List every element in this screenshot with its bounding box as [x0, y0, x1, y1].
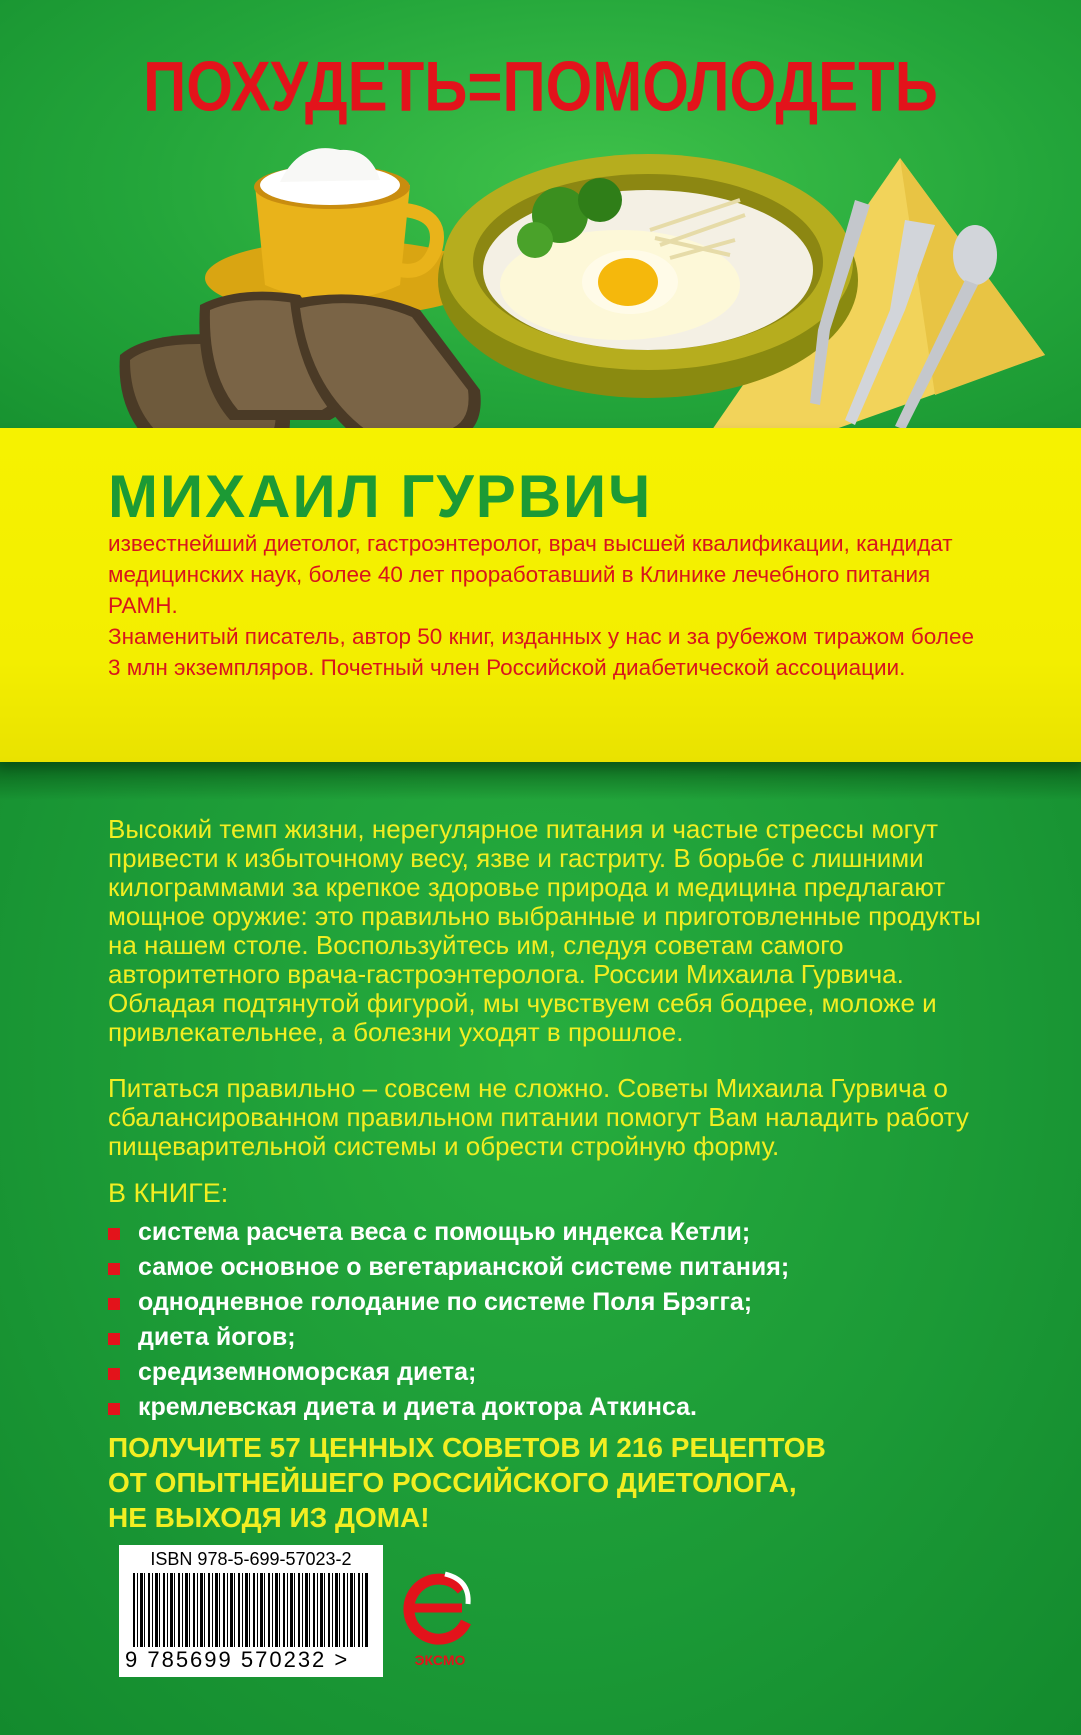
list-item-text: система расчета веса с помощью индекса Кетли;: [138, 1218, 751, 1246]
bullet-icon: [108, 1263, 120, 1275]
list-item-text: средиземноморская диета;: [138, 1358, 477, 1386]
bullet-icon: [108, 1368, 120, 1380]
promo-line: НЕ ВЫХОДЯ ИЗ ДОМА!: [108, 1502, 430, 1533]
bullet-icon: [108, 1298, 120, 1310]
description-paragraph: Высокий темп жизни, нерегулярное питания и частые стрессы могут привести к избыточному весу, язве и гастриту. В борьбе с лишними килограммами за крепкое здоровье природа и медицина предлагают мощное оружие: это правильно выбранные и приготовленные продукты на нашем столе. Воспользуйтесь им, следуя советам самого авторитетного врача-гастроэнтеролога. России Михаила Гурвича. Обладая подтянутой фигурой, мы чувствуем себя бодрее, моложе и привлекательнее, а болезни уходят в прошлое.: [108, 814, 981, 1047]
isbn-label: ISBN 978-5-699-57023-2: [150, 1549, 352, 1569]
in-book-heading: В КНИГЕ:: [108, 1178, 229, 1208]
egg-yolk-shape: [598, 258, 658, 306]
barcode-digits: 9 785699 570232 >: [125, 1647, 350, 1672]
barcode: [133, 1573, 369, 1647]
list-item: [108, 1250, 789, 1285]
list-item-text: кремлевская диета и диета доктора Аткинса.: [138, 1393, 697, 1421]
promo-line: ПОЛУЧИТЕ 57 ЦЕННЫХ СОВЕТОВ И 216 РЕЦЕПТОВ: [108, 1432, 826, 1463]
bullet-icon: [108, 1403, 120, 1415]
promo-line: ОТ ОПЫТНЕЙШЕГО РОССИЙСКОГО ДИЕТОЛОГА,: [108, 1467, 797, 1498]
bio-paragraph: Знаменитый писатель, автор 50 книг, изданных у нас и за рубежом тиражом более 3 млн экземпляров. Почетный член Российской диабетической ассоциации.: [108, 624, 974, 680]
list-item: [108, 1285, 789, 1320]
bullet-icon: [108, 1228, 120, 1240]
list-item: [108, 1320, 789, 1355]
band-shadow: [0, 762, 1081, 800]
author-name: МИХАИЛ ГУРВИЧ: [108, 463, 653, 530]
description-paragraph: Питаться правильно – совсем не сложно. Советы Михаила Гурвича о сбалансированном правильном питании помогут Вам наладить работу пищеварительной системы и обрести стройную форму.: [108, 1073, 969, 1161]
book-description: [108, 815, 1008, 1188]
spoon-shape: [953, 225, 997, 285]
eksmo-logo-icon: [400, 1560, 480, 1655]
list-item: [108, 1215, 789, 1250]
list-item-text: диета йогов;: [138, 1323, 296, 1351]
book-title: ПОХУДЕТЬ=ПОМОЛОДЕТЬ: [143, 46, 938, 127]
in-book-list: [108, 1215, 789, 1425]
promo-text: [108, 1430, 826, 1535]
publisher-logo: [400, 1560, 490, 1675]
list-item: [108, 1355, 789, 1390]
list-item-text: самое основное о вегетарианской системе питания;: [138, 1253, 790, 1281]
bullet-icon: [108, 1333, 120, 1345]
list-item-text: однодневное голодание по системе Поля Брэгга;: [138, 1288, 753, 1316]
isbn-barcode-box: [119, 1545, 383, 1677]
author-bio: [108, 528, 988, 683]
publisher-name: ЭКСМО: [414, 1652, 466, 1668]
bio-paragraph: известнейший диетолог, гастроэнтеролог, врач высшей квалификации, кандидат медицинских наук, более 40 лет проработавший в Клинике лечебного питания РАМН.: [108, 531, 953, 618]
food-illustration: [0, 0, 1081, 470]
list-item: [108, 1390, 789, 1425]
